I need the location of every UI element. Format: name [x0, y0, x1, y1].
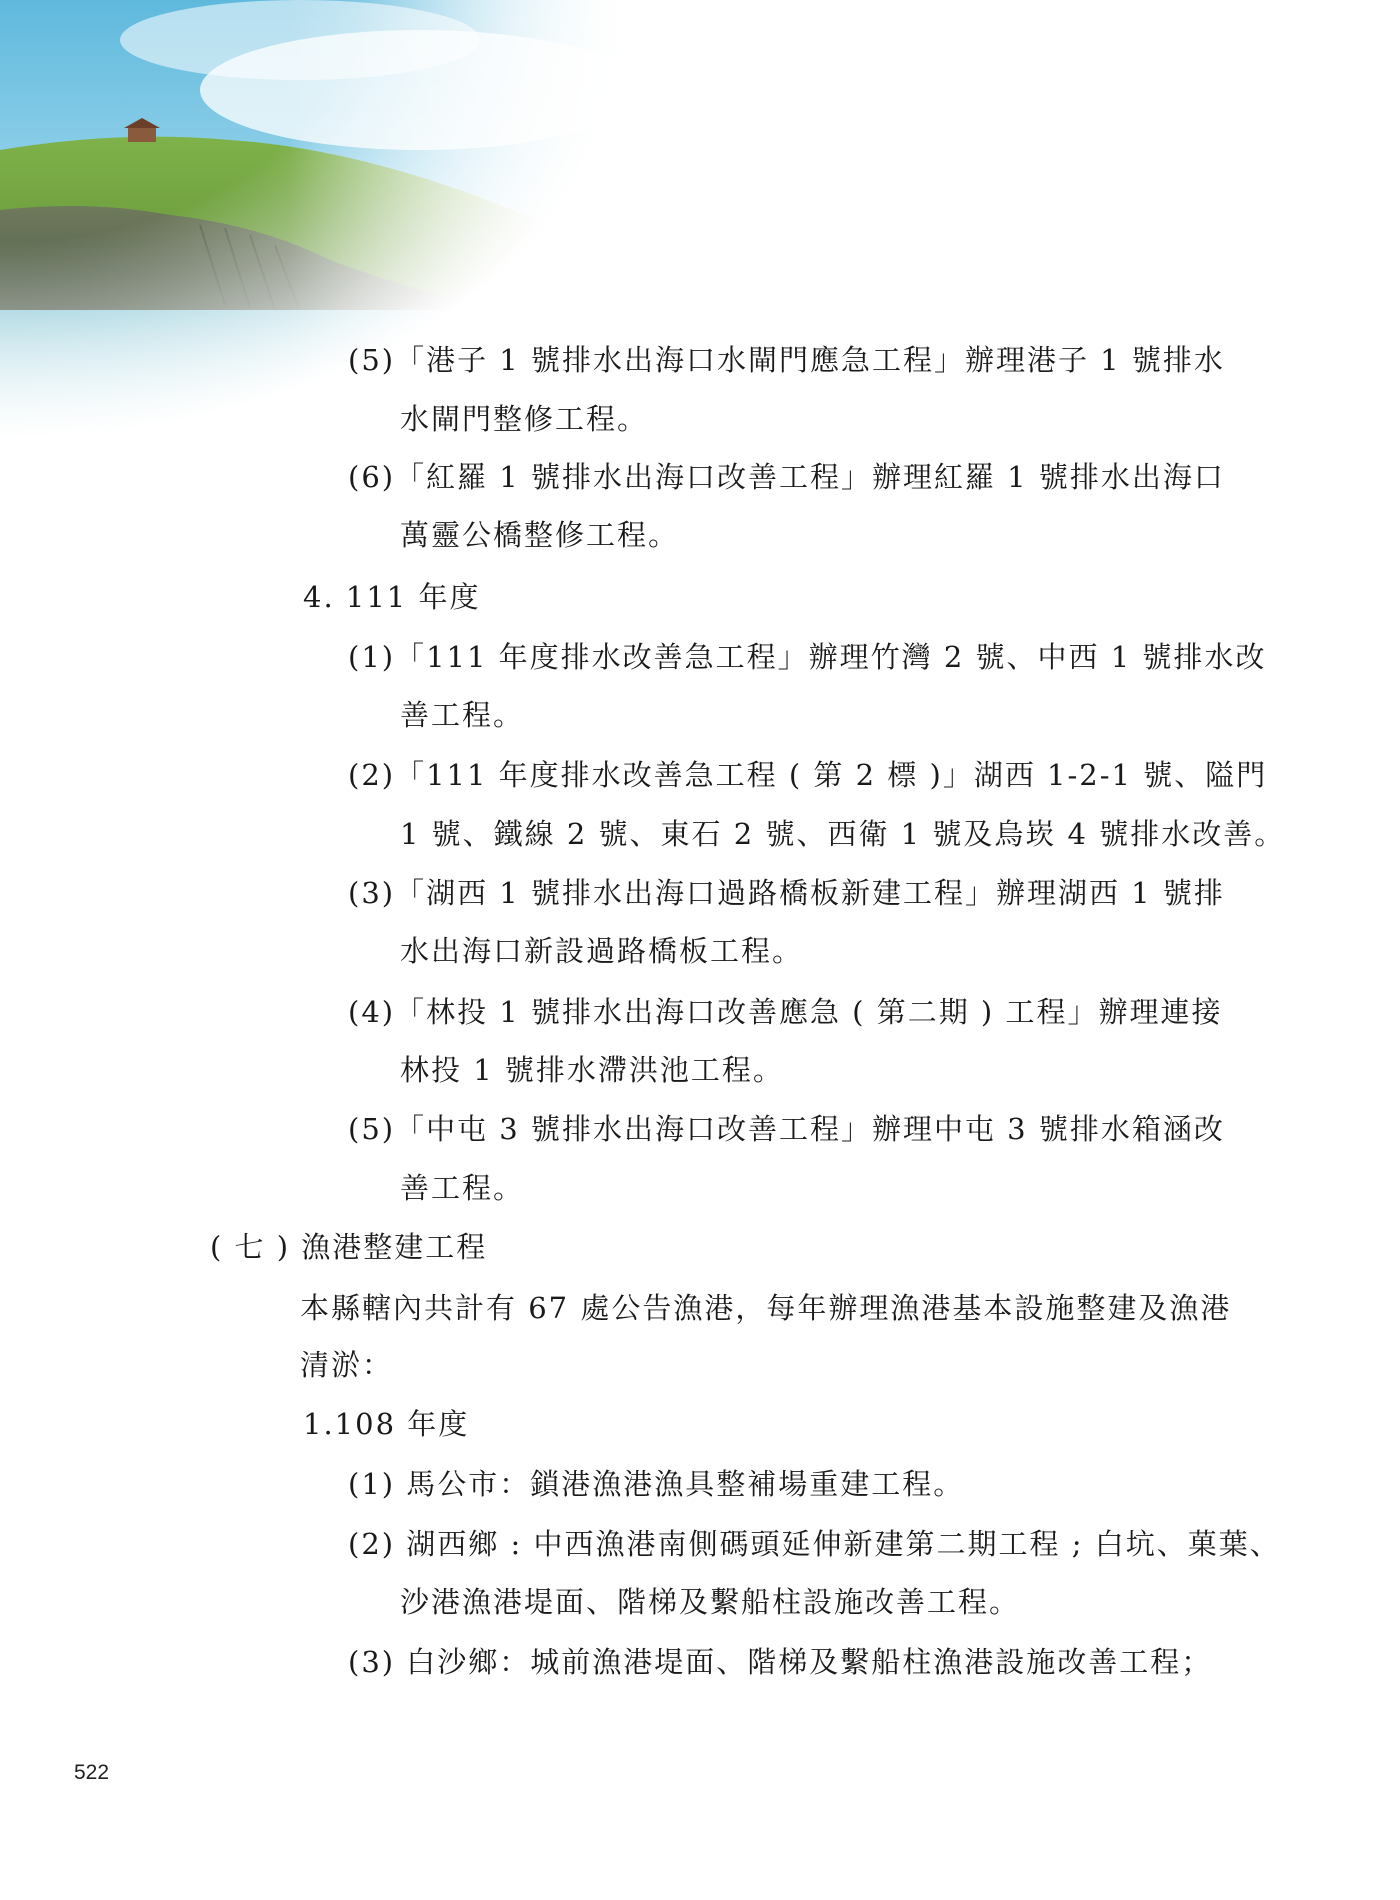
port-item-3: (3) 白沙鄉：城前漁港堤面、階梯及繫船柱漁港設施改善工程； [348, 1645, 1213, 1679]
page-number: 522 [74, 1761, 110, 1784]
item-4-line1: (4)「林投 1 號排水出海口改善應急 ( 第二期 ) 工程」辦理連接 [348, 995, 1223, 1029]
item-5-gangzi-line1: (5)「港子 1 號排水出海口水閘門應急工程」辦理港子 1 號排水 [348, 343, 1225, 377]
port-item-2-line1: (2) 湖西鄉 : 中西漁港南側碼頭延伸新建第二期工程 ; 白坑、菓葉、 [348, 1527, 1281, 1561]
item-1-line2: 善工程。 [400, 698, 525, 732]
item-5-zhongtun-line1: (5)「中屯 3 號排水出海口改善工程」辦理中屯 3 號排水箱涵改 [348, 1112, 1225, 1146]
fishing-port-intro-line1: 本縣轄內共計有 67 處公告漁港，每年辦理漁港基本設施整建及漁港 [300, 1291, 1232, 1325]
item-5-gangzi-line2: 水閘門整修工程。 [400, 402, 649, 436]
item-3-line2: 水出海口新設過路橋板工程。 [400, 934, 804, 968]
section-1-heading: 1.108 年度 [303, 1407, 470, 1441]
port-item-1: (1) 馬公市：鎖港漁港漁具整補場重建工程。 [348, 1467, 965, 1501]
section-7-heading: ( 七 ) 漁港整建工程 [210, 1230, 488, 1264]
item-2-line1: (2)「111 年度排水改善急工程 ( 第 2 標 )」湖西 1-2-1 號、隘門 [348, 758, 1268, 792]
fishing-port-intro-line2: 清淤： [300, 1348, 394, 1382]
item-2-line2: 1 號、鐵線 2 號、東石 2 號、西衛 1 號及烏崁 4 號排水改善。 [400, 817, 1286, 851]
item-3-line1: (3)「湖西 1 號排水出海口過路橋板新建工程」辦理湖西 1 號排 [348, 876, 1225, 910]
port-item-2-line2: 沙港漁港堤面、階梯及繫船柱設施改善工程。 [400, 1585, 1021, 1619]
item-6-hongluo-line1: (6)「紅羅 1 號排水出海口改善工程」辦理紅羅 1 號排水出海口 [348, 460, 1225, 494]
item-4-line2: 林投 1 號排水滯洪池工程。 [400, 1053, 784, 1087]
item-6-hongluo-line2: 萬靈公橋整修工程。 [400, 518, 680, 552]
item-1-line1: (1)「111 年度排水改善急工程」辦理竹灣 2 號、中西 1 號排水改 [348, 640, 1267, 674]
item-5-zhongtun-line2: 善工程。 [400, 1171, 525, 1205]
section-4-heading: 4. 111 年度 [303, 580, 481, 614]
